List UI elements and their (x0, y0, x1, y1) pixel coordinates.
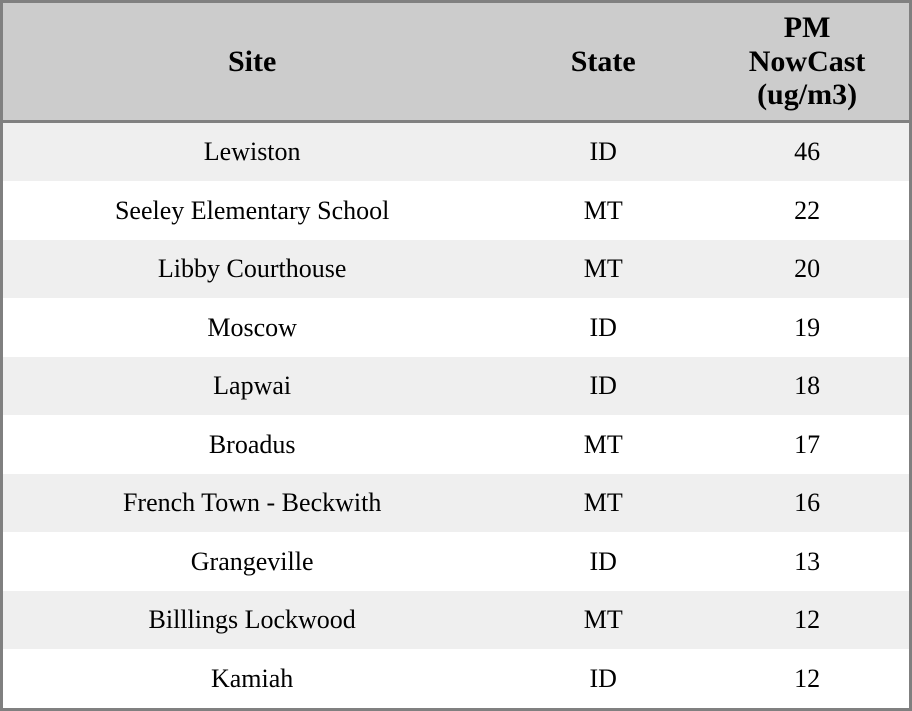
cell-site: Lewiston (203, 137, 301, 167)
cell-state: ID (589, 312, 617, 342)
cell-pm-nowcast: 16 (794, 488, 821, 518)
cell-state: ID (589, 546, 617, 576)
cell-pm-nowcast: 20 (794, 254, 821, 284)
cell-state: ID (589, 663, 617, 693)
cell-site: French Town - Beckwith (122, 488, 382, 518)
pm-nowcast-table (3, 3, 909, 708)
cell-pm-nowcast: 18 (794, 371, 821, 401)
cell-pm-nowcast: 22 (794, 195, 821, 225)
cell-state: MT (583, 195, 623, 225)
table-row (3, 649, 909, 708)
cell-site: Kamiah (210, 663, 294, 693)
column-header-pm-nowcast-line3: (ug/m3) (757, 78, 858, 112)
column-header-pm-nowcast-line2: NowCast (748, 44, 866, 78)
cell-pm-nowcast: 12 (794, 605, 821, 635)
cell-pm-nowcast: 46 (794, 137, 821, 167)
table-row (3, 298, 909, 357)
cell-state: ID (589, 371, 617, 401)
cell-state: MT (583, 605, 623, 635)
cell-pm-nowcast: 13 (794, 546, 821, 576)
table-row (3, 474, 909, 533)
table-header (3, 3, 909, 121)
cell-state: MT (583, 488, 623, 518)
table-row (3, 121, 909, 181)
cell-site: Libby Courthouse (157, 254, 347, 284)
column-header-state (501, 3, 705, 121)
cell-pm-nowcast: 17 (794, 429, 821, 459)
table-row (3, 591, 909, 650)
column-header-pm-nowcast-line1: PM (783, 11, 831, 44)
cell-pm-nowcast: 12 (794, 663, 821, 693)
column-header-site (3, 3, 501, 121)
column-header-pm-nowcast (705, 3, 909, 121)
cell-state: MT (583, 254, 623, 284)
cell-site: Billlings Lockwood (148, 605, 356, 635)
table-body (3, 121, 909, 708)
cell-site: Broadus (208, 429, 296, 459)
table-row (3, 357, 909, 416)
cell-site: Lapwai (213, 371, 292, 401)
cell-state: MT (583, 429, 623, 459)
cell-pm-nowcast: 19 (794, 312, 821, 342)
cell-site: Grangeville (190, 546, 314, 576)
table-header-row (3, 3, 909, 121)
cell-site: Seeley Elementary School (114, 195, 390, 225)
cell-site: Moscow (207, 312, 297, 342)
column-header-site-label: Site (227, 44, 277, 78)
table-row (3, 181, 909, 240)
table-row (3, 532, 909, 591)
table-row (3, 240, 909, 299)
cell-state: ID (589, 137, 617, 167)
table-row (3, 415, 909, 474)
column-header-state-label: State (570, 44, 636, 78)
